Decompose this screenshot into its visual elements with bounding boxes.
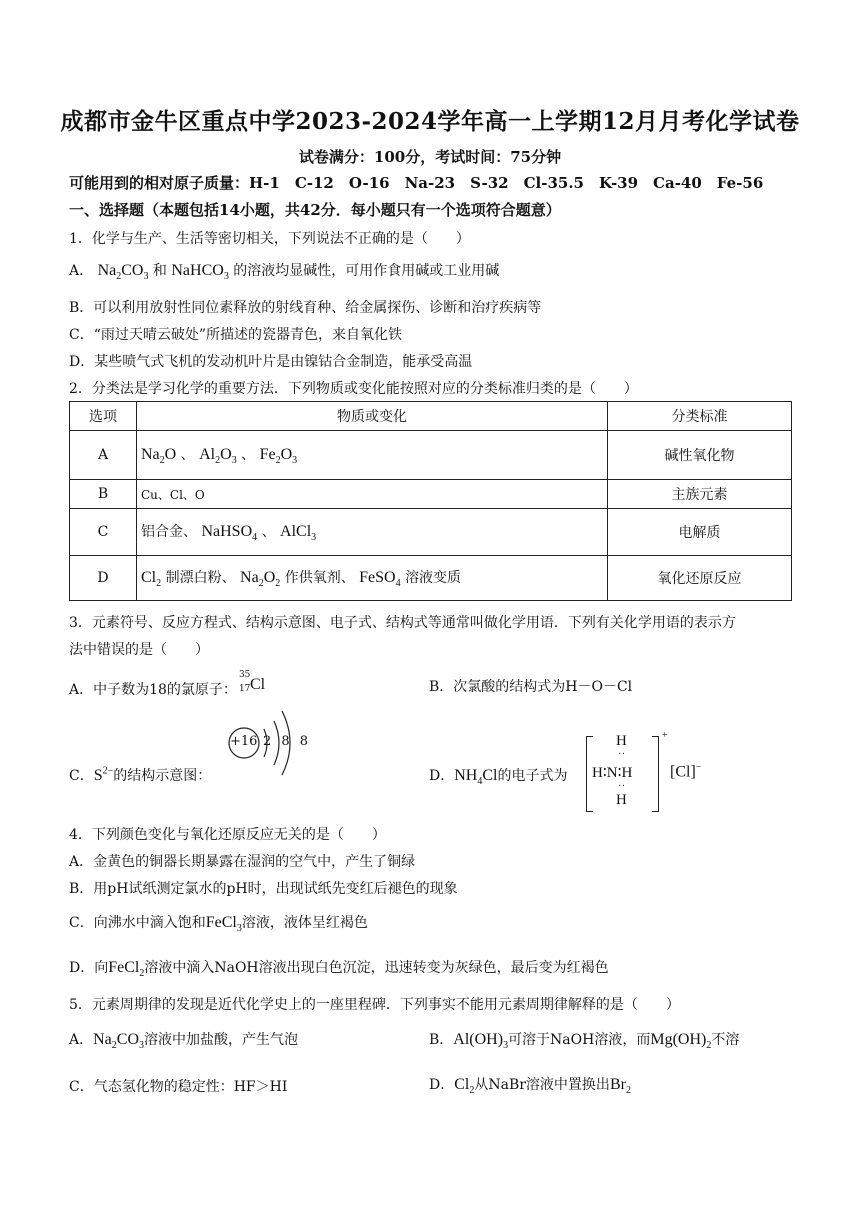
header-content: 物质或变化 [137, 402, 608, 431]
q4-stem: 4．下列颜色变化与氧化还原反应无关的是（ ） [69, 827, 386, 843]
electron-row: H∶N∶H [592, 765, 633, 781]
q2-stem: 2．分类法是学习化学的重要方法．下列物质或变化能按照对应的分类标准归类的是（ ） [69, 381, 638, 397]
formula-na2co3: $Na_2CO_3$ [97, 262, 149, 283]
exam-info: 试卷满分：100分，考试时间：75分钟 [298, 148, 562, 166]
page-title: 成都市金牛区重点中学2023-2024学年高一上学期12月月考化学试卷 [60, 108, 800, 135]
atomic-masses: 可能用到的相对原子质量：H-1 C-12 O-16 Na-23 S-32 Cl-35.5 K-39 Ca-40 Fe-56 [69, 174, 764, 192]
q5-option-a: A．$Na_2CO_3$溶液中加盐酸，产生气泡 [69, 1031, 299, 1052]
standard-cell: 氧化还原反应 [608, 556, 792, 601]
content-cell: Cu、Cl、O [137, 480, 608, 509]
q4-option-b: B．用pH试纸测定氯水的pH时，出现试纸先变红后褪色的现象 [69, 881, 458, 897]
table-header-row [70, 402, 792, 431]
q3-option-b: B．次氯酸的结构式为H－O－Cl [429, 679, 633, 695]
shell-electrons: 2 8 8 [263, 734, 312, 749]
q3-stem-line1: 3．元素符号、反应方程式、结构示意图、电子式、结构式等通常叫做化学用语．下列有关化学用语的表示方 [69, 615, 736, 631]
standard-cell: 电解质 [608, 509, 792, 556]
q1-option-d: D．某些喷气式飞机的发动机叶片是由镍钴合金制造，能承受高温 [69, 354, 473, 370]
electron-pair-top: ·· [618, 748, 626, 760]
header-standard: 分类标准 [608, 402, 792, 431]
q3-option-c: C．$S^{2-}$的结构示意图： [69, 765, 212, 784]
standard-cell: 碱性氧化物 [608, 431, 792, 480]
electron-pair-bottom: ·· [618, 780, 626, 792]
q1-option-a: A． $Na_2CO_3$ 和 NaHCO$_3$ 的溶液均显碱性，可用作食用碱或工业用碱 [69, 262, 500, 283]
option-cell: A [70, 431, 137, 480]
option-cell: C [70, 509, 137, 556]
table-row [70, 509, 792, 556]
option-label: A． [69, 263, 94, 279]
q3-option-d: D．$NH_4Cl$的电子式为 [429, 767, 568, 788]
q5-option-b: B．$Al(OH)_3$可溶于NaOH溶液，而$Mg(OH)_2$不溶 [429, 1031, 740, 1052]
option-cell: D [70, 556, 137, 601]
atom-h-top: H [616, 733, 627, 749]
q1-stem: 1．化学与生产、生活等密切相关，下列说法不正确的是（ ） [69, 231, 470, 247]
q5-option-d: D．$Cl_2$从NaBr溶液中置换出$Br_2$ [429, 1076, 631, 1097]
nucleus-label: +16 [230, 734, 258, 749]
q4-option-c: C．向沸水中滴入饱和FeCl$_3$溶液，液体呈红褐色 [69, 914, 368, 935]
content-cell: $Cl_2$ 制漂白粉、 $Na_2O_2$ 作供氧剂、 FeSO$_4$ 溶液变质 [137, 556, 608, 601]
q4-option-d: D．向FeCl$_2$溶液中滴入NaOH溶液出现白色沉淀，迅速转变为灰绿色，最后变为红褐色 [69, 959, 609, 980]
q5-stem: 5．元素周期律的发现是近代化学史上的一座里程碑．下列事实不能用元素周期律解释的是（ ） [69, 997, 680, 1013]
charge-plus: + [662, 730, 668, 741]
table-row [70, 556, 792, 601]
q2-table [69, 401, 792, 601]
section-heading: 一、选择题（本题包括14小题，共42分．每小题只有一个选项符合题意） [69, 201, 561, 219]
q1-option-b: B．可以利用放射性同位素释放的射线育种、给金属探伤、诊断和治疗疾病等 [69, 300, 542, 316]
formula-nahco3: NaHCO$_3$ [171, 262, 229, 283]
q3-option-a: A．中子数为18的氯原子： 35 17 Cl [69, 670, 266, 698]
option-cell: B [70, 480, 137, 509]
atom-h-bottom: H [616, 792, 627, 808]
table-row [70, 480, 792, 509]
chloride-ion: [Cl]− [670, 762, 702, 781]
q1-a-text: 的溶液均显碱性，可用作食用碱或工业用碱 [233, 263, 500, 279]
right-bracket [652, 736, 659, 812]
q3-stem-line2: 法中错误的是（ ） [69, 642, 209, 658]
table-row [70, 431, 792, 480]
q1-option-c: C．“雨过天晴云破处”所描述的瓷器青色，来自氧化铁 [69, 327, 403, 343]
q5-option-c: C．气态氢化物的稳定性：HF＞HI [69, 1079, 288, 1095]
header-option: 选项 [70, 402, 137, 431]
content-cell: 铝合金、 NaHSO$_4$ 、 AlCl$_3$ [137, 509, 608, 556]
standard-cell: 主族元素 [608, 480, 792, 509]
content-cell: $Na_2O$ 、 $Al_2O_3$ 、 $Fe_2O_3$ [137, 431, 608, 480]
q4-option-a: A．金黄色的铜器长期暴露在湿润的空气中，产生了铜绿 [69, 854, 416, 870]
isotope-cl35: 35 17 Cl [238, 670, 266, 694]
